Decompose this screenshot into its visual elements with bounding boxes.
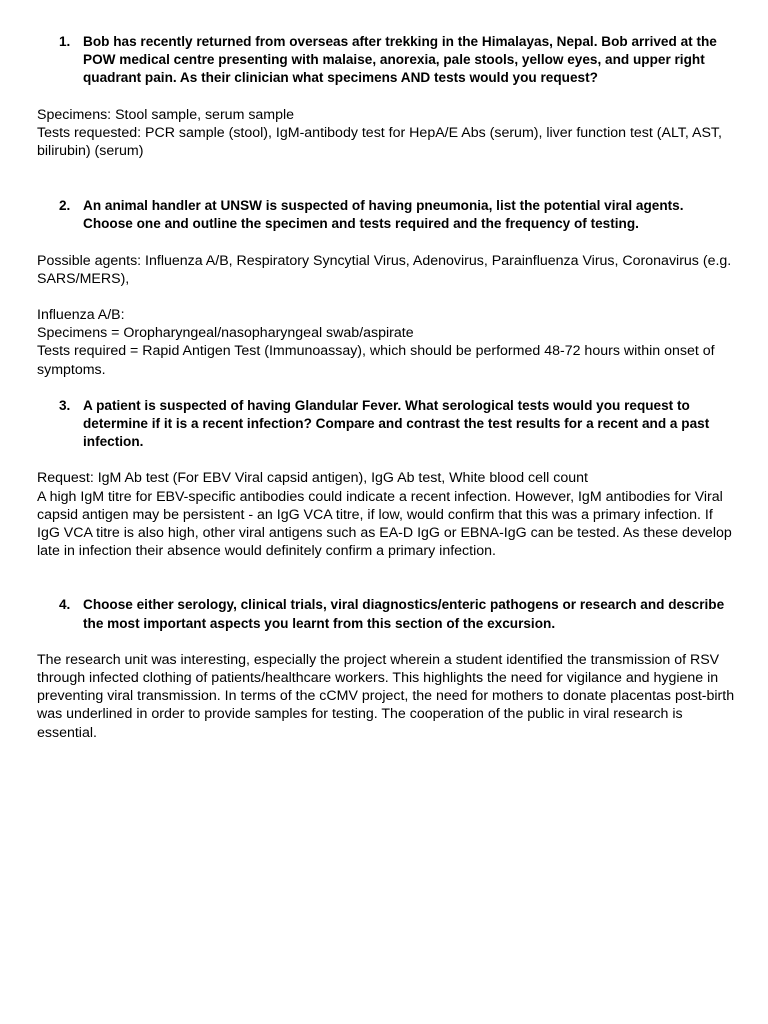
answer-line: Specimens: Stool sample, serum sample (37, 106, 295, 123)
document-page (37, 33, 737, 742)
answer-line: Specimens = Oropharyngeal/nasopharyngeal swab/aspirate (37, 325, 414, 342)
question-number: 2. (59, 198, 71, 214)
question-text: A patient is suspected of having Glandular Fever. What serological tests would you request to determine if it is a recent infection? Compare and contrast the test results for a recent and a past infection. (83, 397, 710, 450)
answer-line: A high IgM titre for EBV-specific antibodies could indicate a recent infection. However, IgM antibodies for Viral capsid antigen may be persistent - an IgG VCA titre, if low, would confirm that this was a primary infection. If IgG VCA titre is also high, other viral antigens such as EA-D IgG or EBNA-IgG can be tested. As these develop late in infection their absence would definitely confirm a primary infection. (37, 488, 732, 560)
answer-line: Request: IgM Ab test (For EBV Viral capsid antigen), IgG Ab test, White blood cell count (37, 470, 588, 487)
question-text: Choose either serology, clinical trials, viral diagnostics/enteric pathogens or research and describe the most important aspects you learnt from this section of the excursion. (83, 597, 725, 631)
question-number: 3. (59, 397, 71, 413)
answer-line: Influenza A/B: (37, 307, 125, 324)
question-number: 4. (59, 597, 71, 613)
question-text: An animal handler at UNSW is suspected of having pneumonia, list the potential viral agents. Choose one and outline the specimen and tests required and the frequency of testing. (83, 198, 684, 232)
question-3 (59, 397, 737, 452)
answer-line: The research unit was interesting, especially the project wherein a student identified the transmission of RSV through infected clothing of patients/healthcare workers. This highlights the need for vigilance and hygiene in preventing viral transmission. In terms of the cCMV project, the need for mothers to donate placentas post-birth was underlined in order to provide samples for testing. The cooperation of the public in viral research is essential. (37, 651, 735, 741)
question-text: Bob has recently returned from overseas after trekking in the Himalayas, Nepal. Bob arrived at the POW medical centre presenting with malaise, anorexia, pale stools, yellow eyes, and upper right quadrant pain. As their clinician what specimens AND tests would you request? (83, 34, 717, 86)
answer-line: Tests required = Rapid Antigen Test (Immunoassay), which should be performed 48-72 hours within onset of symptoms. (37, 343, 715, 378)
question-2 (59, 197, 737, 233)
question-4 (59, 596, 737, 632)
question-number: 1. (59, 34, 71, 49)
question-1 (59, 33, 737, 88)
answer-line: Possible agents: Influenza A/B, Respiratory Syncytial Virus, Adenovirus, Parainfluenza Virus, Coronavirus (e.g. SARS/MERS), (37, 252, 732, 287)
answer-line: Tests requested: PCR sample (stool), IgM-antibody test for HepA/E Abs (serum), liver function test (ALT, AST, bilirubin) (serum) (37, 124, 722, 160)
